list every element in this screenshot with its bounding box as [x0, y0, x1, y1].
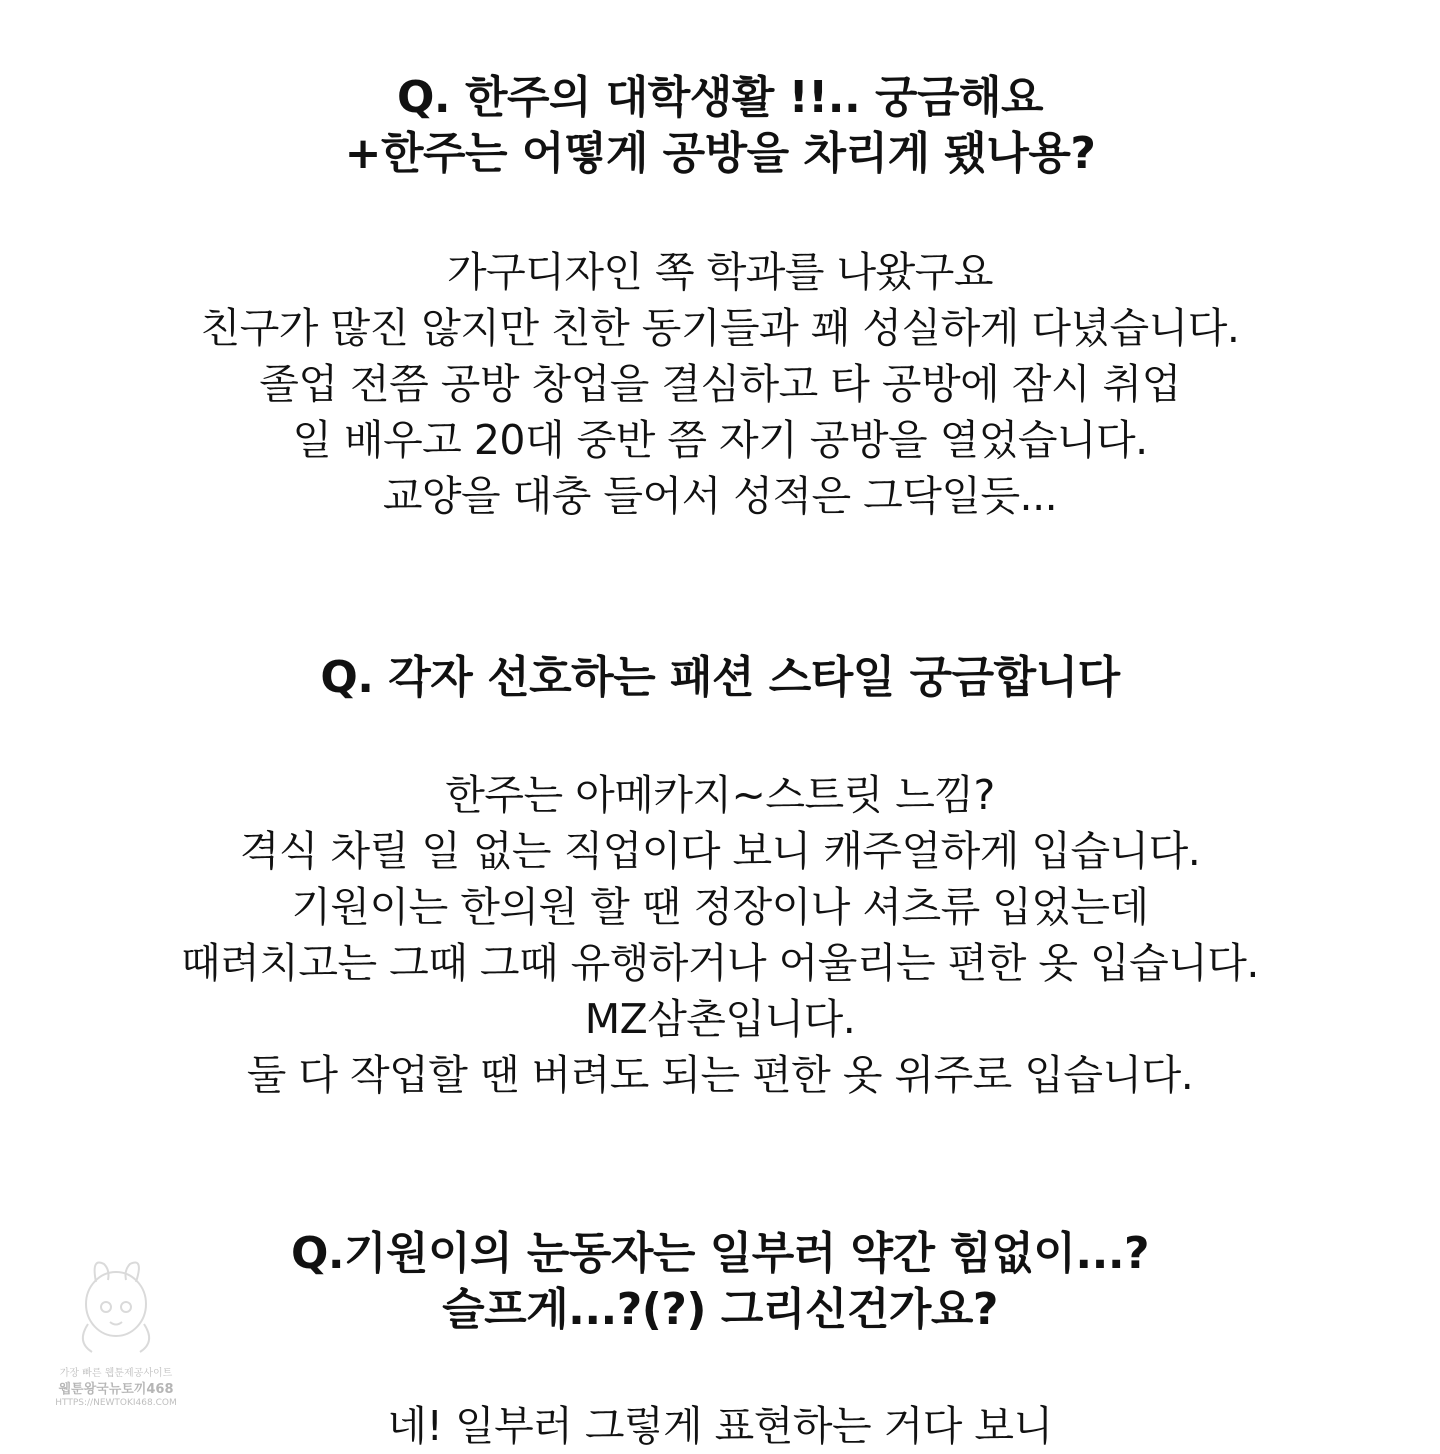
answer-2-line-6: 둘 다 작업할 땐 버려도 되는 편한 옷 위주로 입습니다. — [246, 1051, 1194, 1099]
watermark-site-name: 웹툰왕국뉴토끼468 — [58, 1382, 174, 1397]
answer-2 — [0, 767, 1440, 1103]
question-2-line-1: Q. 각자 선호하는 패션 스타일 궁금합니다 — [320, 652, 1120, 703]
watermark-tagline: 가장 빠른 웹툰제공사이트 — [59, 1368, 173, 1379]
question-3 — [0, 1226, 1440, 1338]
question-2 — [0, 650, 1440, 706]
answer-2-line-2: 격식 차릴 일 없는 직업이다 보니 캐주얼하게 입습니다. — [239, 827, 1201, 875]
mascot-logo-icon — [66, 1252, 166, 1357]
answer-1-line-4: 일 배우고 20대 중반 쯤 자기 공방을 열었습니다. — [292, 416, 1148, 464]
answer-2-line-3: 기원이는 한의원 할 땐 정장이나 셔츠류 입었는데 — [291, 883, 1149, 931]
answer-1-line-5: 교양을 대충 들어서 성적은 그닥일듯... — [382, 472, 1058, 520]
answer-3-line-1: 네! 일부러 그렇게 표현하는 거다 보니 — [387, 1402, 1053, 1450]
answer-1-line-2: 친구가 많진 않지만 친한 동기들과 꽤 성실하게 다녔습니다. — [200, 304, 1240, 352]
answer-1-line-3: 졸업 전쯤 공방 창업을 결심하고 타 공방에 잠시 취업 — [259, 360, 1181, 408]
watermark-url: HTTPS://NEWTOKI468.COM — [55, 1398, 177, 1408]
answer-3 — [0, 1398, 1440, 1454]
site-watermark — [46, 1252, 186, 1422]
answer-1-line-1: 가구디자인 쪽 학과를 나왔구요 — [447, 248, 993, 296]
question-1 — [0, 70, 1440, 182]
question-3-line-2: 슬프게...?(?) 그리신건가요? — [442, 1284, 998, 1335]
question-1-line-1: Q. 한주의 대학생활 !!.. 궁금해요 — [397, 72, 1043, 123]
question-3-line-1: Q.기원이의 눈동자는 일부러 약간 힘없이...? — [290, 1228, 1150, 1279]
answer-2-line-5: MZ삼촌입니다. — [584, 995, 856, 1043]
answer-1 — [0, 244, 1440, 524]
answer-2-line-4: 때려치고는 그때 그때 유행하거나 어울리는 편한 옷 입습니다. — [181, 939, 1259, 987]
answer-2-line-1: 한주는 아메카지~스트릿 느낌? — [445, 771, 995, 819]
question-1-line-2: +한주는 어떻게 공방을 차리게 됐나용? — [344, 128, 1096, 179]
